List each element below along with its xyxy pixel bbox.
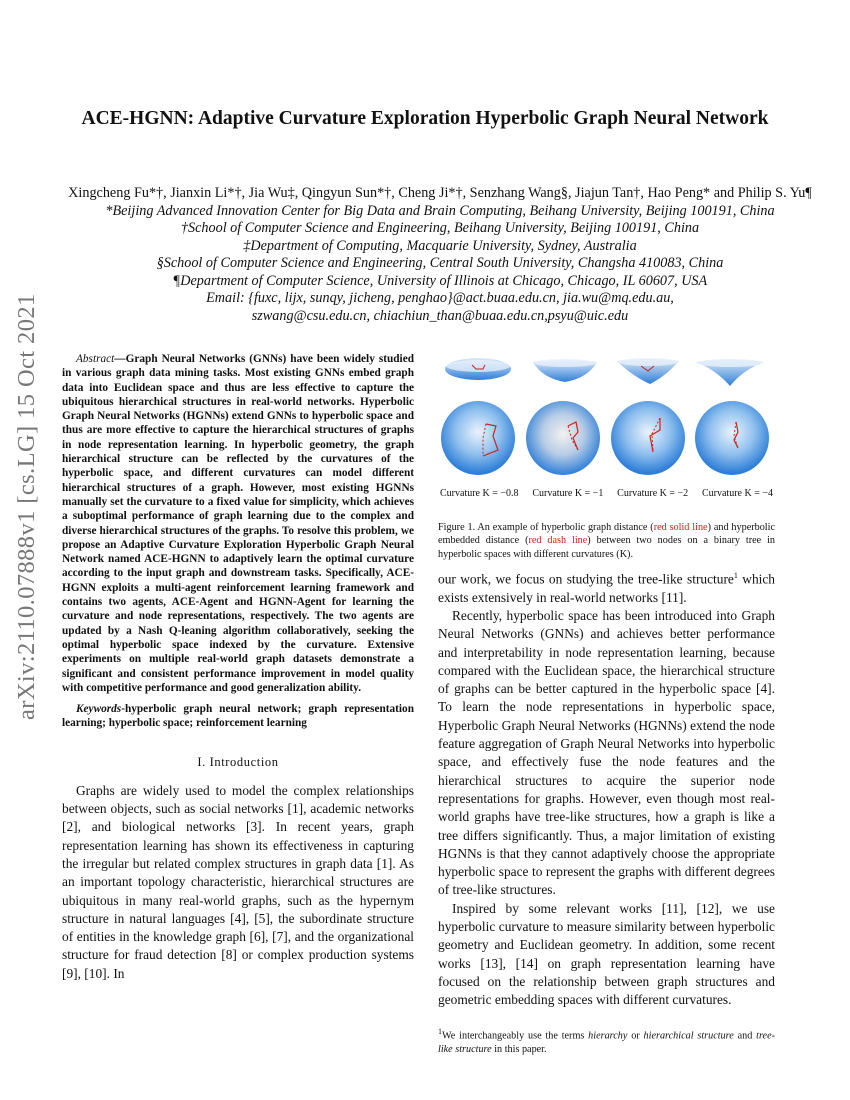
paragraph <box>438 567 775 607</box>
surface-k-2 <box>617 358 679 384</box>
keywords <box>62 702 414 731</box>
email-line: szwang@csu.edu.cn, chiachiun_than@buaa.edu.cn,psyu@uic.edu <box>251 307 629 324</box>
surface-k-0-8 <box>445 358 511 380</box>
abstract <box>62 352 414 695</box>
right-body <box>438 567 775 1010</box>
paragraph: Inspired by some relevant works [11], [12], we use hyperbolic curvature to measure similarity between hyperbolic geometry and Euclidean geometry. In addition, some recent works [13], [14] on graph representation learning have focused on the relationship between graph structures and geometric embedding spaces with different curvatures. <box>438 900 775 1008</box>
footnote <box>438 1025 775 1055</box>
text-run: which exists extensively in real-world networks [11]. <box>438 571 775 605</box>
affiliation: ‡Department of Computing, Macquarie University, Sydney, Australia <box>243 237 637 254</box>
intro-body <box>62 782 414 983</box>
paragraph: Graphs are widely used to model the complex relationships between objects, such as social networks [1], academic networks [2], and biological networks [3]. In recent years, graph representation learning has shown its effectiveness in capturing the irregular but related complex structures in graph data [1]. As an important topology characteristic, hierarchical structures are ubiquitous in many real-world graphs, such as the hypernym structure in natural languages [4], [5], the subordinate structure of entities in the knowledge graph [6], [7], and the organizational structure for fraud detection [8] or complex production systems [9], [10]. In <box>62 782 414 981</box>
abstract-label: Abstract <box>76 353 115 365</box>
paper-title: ACE-HGNN: Adaptive Curvature Exploration Hyperbolic Graph Neural Network <box>81 108 769 129</box>
curvature-label: Curvature K = −1 <box>532 488 604 499</box>
text-run: or <box>627 1030 644 1042</box>
author-block <box>60 185 820 325</box>
footnote-mark: 1 <box>438 1027 442 1037</box>
affiliation: †School of Computer Science and Engineering, Beihang University, Beijing 100191, China <box>180 220 700 236</box>
figure-spheres <box>438 356 775 486</box>
left-column <box>62 352 414 983</box>
caption-text: Figure 1. An example of hyperbolic graph distance ( <box>438 522 654 533</box>
caption-red-dash: red dash line <box>528 535 588 547</box>
affiliation: *Beijing Advanced Innovation Center for Big Data and Brain Computing, Beihang University, Beijing 100191, China <box>105 202 775 219</box>
term: hierarchical structure <box>643 1030 734 1042</box>
paragraph: Recently, hyperbolic space has been introduced into Graph Neural Networks (GNNs) and achieves better performance and interpretability in node representation learning, because compared with the Euclidean space, the hierarchical structure of graphs can be better captured in the hyperbolic space [4]. To learn the node representations in hyperbolic space, Hyperbolic Graph Neural Networks (HGNNs) extend the node feature aggregation of Graph Neural Networks into hyperbolic space, and effectively fuse the node features and the hierarchical structures to acquire the superior node representations for graphs. However, even though most real-world graphs have tree-like structures, how a graph is like a tree differs significantly. Thus, a major limitation of existing HGNNs is that they cannot adaptively choose the appropriate hyperbolic space to represent the graphs with different degrees of tree-like structures. <box>438 607 775 898</box>
text-run: our work, we focus on studying the tree-like structure <box>438 571 734 587</box>
author-list: Xingcheng Fu*†, Jianxin Li*†, Jia Wu‡, Qingyun Sun*†, Cheng Ji*†, Senzhang Wang§, Jiajun Tan†, Hao Peng* and Philip S. Yu¶ <box>68 185 812 201</box>
keywords-label: Keywords <box>76 703 122 716</box>
disk-k-1 <box>526 401 600 475</box>
disk-k-2 <box>611 401 685 475</box>
curvature-labels <box>438 488 775 499</box>
text-run: and <box>733 1030 757 1042</box>
affiliation: ¶Department of Computer Science, University of Illinois at Chicago, Chicago, IL 60607, USA <box>172 272 708 289</box>
caption-text: ) and hyperbolic embedded distance ( <box>438 522 775 547</box>
figure-caption <box>438 521 775 561</box>
section-heading: I. Introduction <box>197 754 279 769</box>
term: tree-like structure <box>438 1030 775 1055</box>
right-column <box>438 356 775 1056</box>
curvature-label: Curvature K = −0.8 <box>440 488 519 499</box>
text-run: We interchangeably use the terms <box>442 1030 589 1042</box>
keywords-text: -hyperbolic graph neural network; graph representation learning; hyperbolic space; reinforcement learning <box>62 703 414 730</box>
surface-k-1 <box>533 359 597 382</box>
arxiv-identifier: arXiv:2110.07888v1 [cs.LG] 15 Oct 2021 <box>13 293 40 720</box>
email-line: Email: {fuxc, lijx, sunqy, jicheng, penghao}@act.buaa.edu.cn, jia.wu@mq.edu.au, <box>206 290 674 306</box>
term: hierarchy <box>588 1030 628 1042</box>
caption-red-solid: red solid line <box>653 522 708 533</box>
caption-text: ) between two nodes on a binary tree in hyperbolic spaces with different curvatures (K). <box>438 535 775 560</box>
curvature-label: Curvature K = −2 <box>617 488 689 499</box>
disk-k-4 <box>695 401 769 475</box>
disk-k-0-8 <box>441 401 515 475</box>
figure-1 <box>438 356 775 501</box>
affiliation: §School of Computer Science and Engineering, Central South University, Changsha 410083, China <box>156 255 724 271</box>
curvature-label: Curvature K = −4 <box>701 488 773 499</box>
footnote-ref[interactable]: 1 <box>733 570 738 580</box>
surface-k-4 <box>696 359 764 386</box>
abstract-text: —Graph Neural Networks (GNNs) have been widely studied in various graph data mining tasks. Most existing GNNs embed graph data into Euclidean space and thus are less effective to capture the ubiquitous hierarchical structures in real-world networks. Hyperbolic Graph Neural Networks (HGNNs) extend GNNs to hyperbolic space and thus are more effective to capture the hierarchical structures of graphs in node representation learning. In hyperbolic geometry, the graph hierarchical structure can be reflected by the curvatures of the hyperbolic space, and different curvatures can model different hierarchical structures of a graph. However, most existing HGNNs manually set the curvature to a fixed value for simplicity, which achieves a suboptimal performance of graph learning due to the complex and diverse hierarchical structures of the graphs. To resolve this problem, we propose an Adaptive Curvature Exploration Hyperbolic Graph Neural Network named ACE-HGNN to adaptively learn the optimal curvature according to the input graph and downstream tasks. Specifically, ACE-HGNN exploits a multi-agent reinforcement learning framework and contains two agents, ACE-Agent and HGNN-Agent for learning the curvature and node representations, respectively. The two agents are updated by a Nash Q-leaning algorithm collaboratively, seeking the optimal hyperbolic space indexed by the curvature. Extensive experiments on multiple real-world graph datasets demonstrate a significant and consistent performance improvement in model quality with competitive performance and good generalization ability. <box>62 353 414 694</box>
text-run: in this paper. <box>491 1043 547 1055</box>
